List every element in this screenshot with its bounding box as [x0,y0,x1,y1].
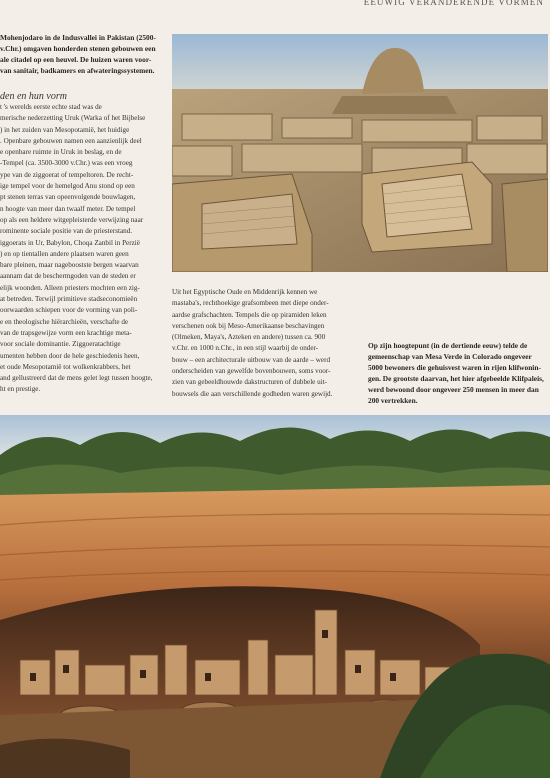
caption-line: van sanitair, badkamers en afwateringssystemen. [0,66,155,75]
caption-line: 200 vertrekken. [368,396,418,405]
body-line: bouw – een architecturale uitbouw van de aarde – werd [172,355,331,364]
body-line: aardse grafschachten. Tempels die op piramiden leken [172,310,327,319]
body-line: rominente sociale positie van de priesterstand. [0,227,133,236]
body-line: van de trapsgewijze vorm een krachtige meta- [0,328,132,337]
body-line: umenten hebben door de hele geschiedenis heen, [0,351,140,360]
ruins-photo [172,34,548,272]
body-line: ) en op tientallen andere plaatsen waren geen [0,249,129,258]
body-line: voor sociale dominantie. Ziggoeratachtige [0,340,121,349]
body-line: iggoerats in Ur, Babylon, Choqa Zanbil in Perzië [0,238,140,247]
caption-line: v.Chr.) omgaven honderden stenen gebouwen een [0,44,156,53]
running-head: EEUWIG VERANDERENDE VORMEN [363,0,544,7]
body-line: . Openbare gebouwen namen een aanzienlijk deel [0,136,142,145]
body-line: and gellustreerd dat de mens gelet legt tussen hoogte, [0,374,153,383]
body-line: v.Chr. en 1000 n.Chr., in een stijl waarbij de onder- [172,344,319,353]
section-heading: den en hun vorm [0,91,67,102]
body-line: ) in het zuiden van Mesopotamië, het huidige [0,125,130,134]
cliff-dwelling-photo [0,415,550,778]
body-line: ht en prestige. [0,385,41,394]
body-line: ype van de ziggoerat of tempeltoren. De recht- [0,170,134,179]
left-column-text [0,102,162,396]
body-line: -Tempel (ca. 3500-3000 v.Chr.) was een vroeg [0,159,133,168]
body-line: zien van gebeeldhouwde dakstructuren of dubbele uit- [172,378,328,387]
body-line: n hoogte van meer dan twaalf meter. De tempel [0,204,136,213]
body-line: oorwaarden schiepen voor de vorming van poli- [0,306,138,315]
caption-line: werd bewoond door ongeveer 250 mensen in meer dan [368,385,539,394]
body-line: e en theologische hiërarchieën, verschafte de [0,317,129,326]
body-line: et oude Mesopotamië tot wolkenkrabbers, het [0,362,131,371]
caption-line: 5000 bewoners die gehuisvest waren in rijen klifwonin- [368,363,541,372]
body-line: bouwsels die aan verschillende godheden waren gewijd. [172,389,333,398]
body-line: e openbare ruimte in Uruk in beslag, en de [0,148,122,157]
body-line: onderscheiden van gewelfde bovenbouwen, soms voor- [172,367,331,376]
caption-line: Op zijn hoogtepunt (in de dertiende eeuw) telde de [368,341,528,350]
body-line: Uit het Egyptische Oude en Middenrijk kennen we [172,288,318,296]
body-line: elijk woonden. Alleen priesters mochten een zig- [0,283,140,292]
caption-mesa-verde [368,340,546,406]
caption-line: ale citadel op een heuvel. De huizen waren voor- [0,55,152,64]
caption-line: gen. De grootste daarvan, het hier afgebeelde Klifpaleis, [368,374,544,383]
body-line: mastaba's, rechthoekige grafsombeen met diepe onder- [172,299,329,308]
caption-mohenjodaro [0,32,162,76]
caption-line: Mohenjodaro in de Indusvallei in Pakistan (2500- [0,33,156,42]
body-line: bare pleinen, maar nageboostste bergen waarvan [0,261,139,270]
body-line: op als een heldere witgepleisterde verwijzing naar [0,215,144,224]
body-line: at betreden. Terwijl primitieve stadseconomieën [0,295,138,304]
body-line: (Olmeken, Maya's, Azteken en andere) tussen ca. 900 [172,333,326,342]
body-line: merische nederzetting Uruk (Warka of het Bijbelse [0,114,146,123]
body-line: pt stenen terras van opeenvolgende bouwlagen, [0,193,136,202]
middle-column-text [172,287,354,400]
caption-line: gemeenschap van Mesa Verde in Colorado ongeveer [368,352,532,361]
body-line: t 's werelds eerste echte stad was de [0,103,102,111]
body-line: verschenen ook bij Meso-Amerikaanse beschavingen [172,321,325,330]
body-line: aannam dat de beschermgoden van de steden er [0,272,136,281]
body-line: ige tempel voor de hemelgod Anu stond op een [0,182,135,191]
